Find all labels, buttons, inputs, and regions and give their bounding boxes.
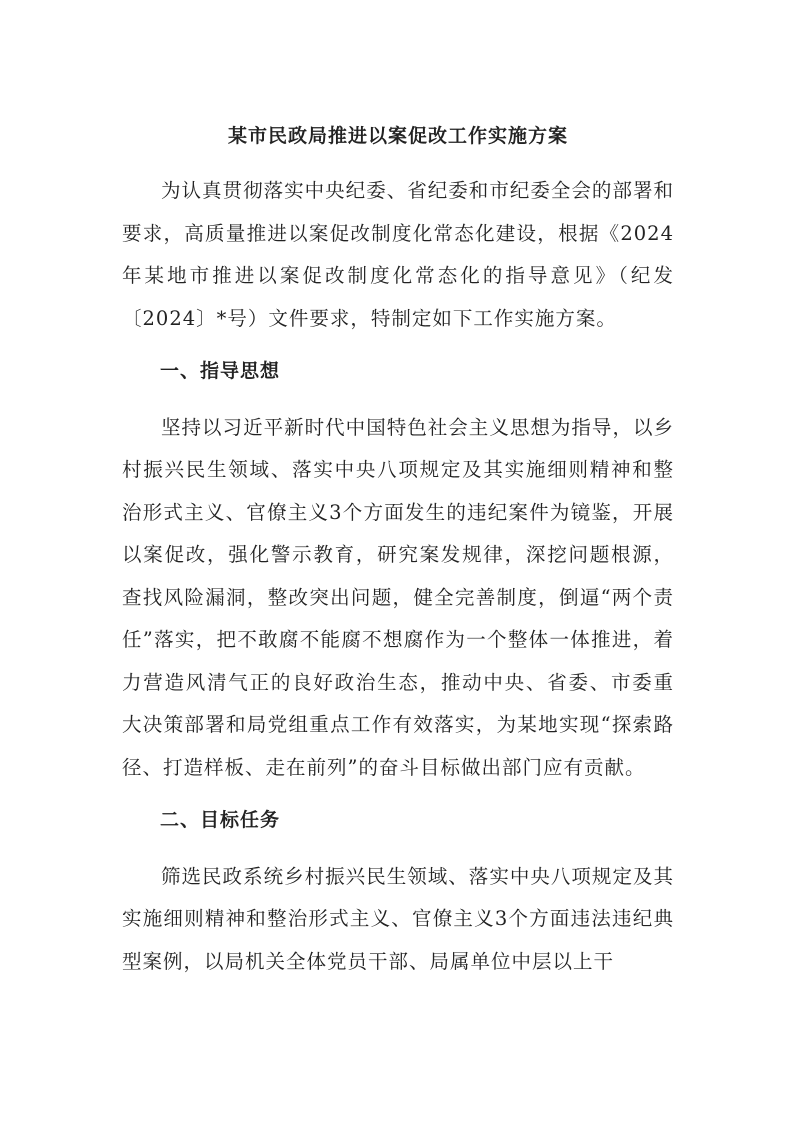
section-body-goals-tasks: 筛选民政系统乡村振兴民生领域、落实中央八项规定及其实施细则精神和整治形式主义、官僚主义3个方面违法违纪典型案例，以局机关全体党员干部、局属单位中层以上干 bbox=[122, 864, 674, 973]
section-body-guiding-ideology: 坚持以习近平新时代中国特色社会主义思想为指导，以乡村振兴民生领域、落实中央八项规定及其实施细则精神和整治形式主义、官僚主义3个方面发生的违纪案件为镜鉴，开展以案促改，强化警示教育，研究案发规律，深挖问题根源，查找风险漏洞，整改突出问题，健全完善制度，倒逼“两个责任”落实，把不敢腐不能腐不想腐作为一个整体一体推进，着力营造风清气正的良好政治生态，推动中央、省委、市委重大决策部署和局党组重点工作有效落实，为某地实现“探索路径、打造样板、走在前列”的奋斗目标做出部门应有贡献。 bbox=[122, 415, 674, 779]
document-title: 某市民政局推进以案促改工作实施方案 bbox=[227, 125, 568, 147]
document-body bbox=[122, 120, 674, 983]
intro-paragraph: 为认真贯彻落实中央纪委、省纪委和市纪委全会的部署和要求，高质量推进以案促改制度化常态化建设，根据《2024年某地市推进以案促改制度化常态化的指导意见》（纪发〔2024〕*号）文件要求，特制定如下工作实施方案。 bbox=[122, 179, 674, 330]
section-heading-goals-tasks: 二、目标任务 bbox=[160, 809, 281, 831]
section-heading-guiding-ideology: 一、指导思想 bbox=[160, 360, 281, 382]
